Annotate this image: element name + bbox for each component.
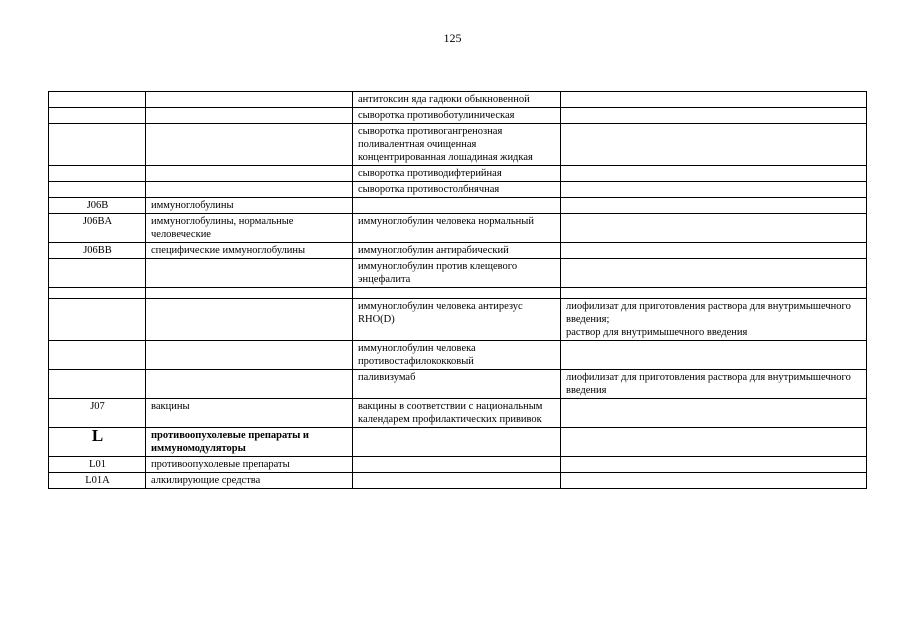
drug-name-cell: сыворотка противоботулиническая bbox=[353, 108, 561, 124]
dosage-form-cell: лиофилизат для приготовления раствора для внутримышечного введения bbox=[561, 370, 867, 399]
dosage-form-cell bbox=[561, 166, 867, 182]
drug-name-cell bbox=[353, 428, 561, 457]
table-row bbox=[49, 259, 867, 288]
dosage-form-cell bbox=[561, 288, 867, 299]
group-name-cell bbox=[146, 341, 353, 370]
table-row bbox=[49, 108, 867, 124]
drug-name-cell: иммуноглобулин против клещевого энцефалита bbox=[353, 259, 561, 288]
atc-code-cell bbox=[49, 299, 146, 341]
group-name-cell bbox=[146, 182, 353, 198]
group-name-cell bbox=[146, 288, 353, 299]
table-row bbox=[49, 341, 867, 370]
drug-name-cell: иммуноглобулин человека нормальный bbox=[353, 214, 561, 243]
table-row bbox=[49, 166, 867, 182]
drug-name-cell bbox=[353, 473, 561, 489]
drug-name-cell bbox=[353, 198, 561, 214]
drug-name-cell: паливизумаб bbox=[353, 370, 561, 399]
atc-code-cell bbox=[49, 288, 146, 299]
dosage-form-cell bbox=[561, 243, 867, 259]
dosage-form-cell bbox=[561, 341, 867, 370]
drug-name-cell bbox=[353, 457, 561, 473]
dosage-form-cell bbox=[561, 92, 867, 108]
dosage-form-cell bbox=[561, 399, 867, 428]
atc-code-cell: J07 bbox=[49, 399, 146, 428]
atc-code-cell bbox=[49, 124, 146, 166]
dosage-form-cell bbox=[561, 214, 867, 243]
group-name-cell: противоопухолевые препараты и иммуномодуляторы bbox=[146, 428, 353, 457]
drug-name-cell bbox=[353, 288, 561, 299]
group-name-cell: вакцины bbox=[146, 399, 353, 428]
atc-code-cell bbox=[49, 259, 146, 288]
page-number: 125 bbox=[443, 31, 462, 45]
atc-code-cell: L bbox=[49, 428, 146, 457]
atc-code-cell bbox=[49, 341, 146, 370]
group-name-cell: специфические иммуноглобулины bbox=[146, 243, 353, 259]
dosage-form-cell bbox=[561, 457, 867, 473]
dosage-form-cell bbox=[561, 473, 867, 489]
group-name-cell bbox=[146, 370, 353, 399]
table-row bbox=[49, 92, 867, 108]
table-row bbox=[49, 428, 867, 457]
dosage-form-line: лиофилизат для приготовления раствора для внутримышечного введения; bbox=[566, 301, 851, 325]
drug-name-cell: сыворотка противостолбнячная bbox=[353, 182, 561, 198]
dosage-form-line: раствор для внутримышечного введения bbox=[566, 327, 748, 338]
atc-code-cell bbox=[49, 166, 146, 182]
table-row bbox=[49, 214, 867, 243]
table-row bbox=[49, 288, 867, 299]
dosage-form-cell bbox=[561, 299, 867, 341]
group-name-cell bbox=[146, 166, 353, 182]
table-row bbox=[49, 243, 867, 259]
drug-name-cell: иммуноглобулин человека противостафилококковый bbox=[353, 341, 561, 370]
drug-name-cell: иммуноглобулин человека антирезус RHO(D) bbox=[353, 299, 561, 341]
atc-code-cell: L01 bbox=[49, 457, 146, 473]
table-row bbox=[49, 299, 867, 341]
atc-code-cell: J06BA bbox=[49, 214, 146, 243]
table-row bbox=[49, 124, 867, 166]
group-name-cell: алкилирующие средства bbox=[146, 473, 353, 489]
table-row bbox=[49, 370, 867, 399]
table-row bbox=[49, 457, 867, 473]
group-name-cell: иммуноглобулины, нормальные человеческие bbox=[146, 214, 353, 243]
dosage-form-cell bbox=[561, 108, 867, 124]
atc-code-cell: L01A bbox=[49, 473, 146, 489]
drug-name-cell: антитоксин яда гадюки обыкновенной bbox=[353, 92, 561, 108]
group-name-cell bbox=[146, 259, 353, 288]
group-name-cell bbox=[146, 124, 353, 166]
group-name-cell: противоопухолевые препараты bbox=[146, 457, 353, 473]
atc-code-cell bbox=[49, 370, 146, 399]
group-name-cell bbox=[146, 299, 353, 341]
atc-code-cell: J06BB bbox=[49, 243, 146, 259]
atc-code-cell bbox=[49, 108, 146, 124]
dosage-form-cell bbox=[561, 259, 867, 288]
dosage-form-cell bbox=[561, 428, 867, 457]
atc-code-cell bbox=[49, 182, 146, 198]
table-row bbox=[49, 182, 867, 198]
group-name-cell bbox=[146, 92, 353, 108]
group-name-cell bbox=[146, 108, 353, 124]
atc-code-cell bbox=[49, 92, 146, 108]
drug-name-cell: иммуноглобулин антирабический bbox=[353, 243, 561, 259]
table-row bbox=[49, 473, 867, 489]
dosage-form-cell bbox=[561, 124, 867, 166]
dosage-form-cell bbox=[561, 198, 867, 214]
drug-name-cell: сыворотка противогангренозная поливалентная очищенная концентрированная лошадиная жидкая bbox=[353, 124, 561, 166]
atc-code-cell: J06B bbox=[49, 198, 146, 214]
drug-table bbox=[48, 91, 867, 489]
group-name-cell: иммуноглобулины bbox=[146, 198, 353, 214]
table-row bbox=[49, 198, 867, 214]
drug-name-cell: сыворотка противодифтерийная bbox=[353, 166, 561, 182]
table-row bbox=[49, 399, 867, 428]
dosage-form-cell bbox=[561, 182, 867, 198]
drug-name-cell: вакцины в соответствии с национальным календарем профилактических прививок bbox=[353, 399, 561, 428]
